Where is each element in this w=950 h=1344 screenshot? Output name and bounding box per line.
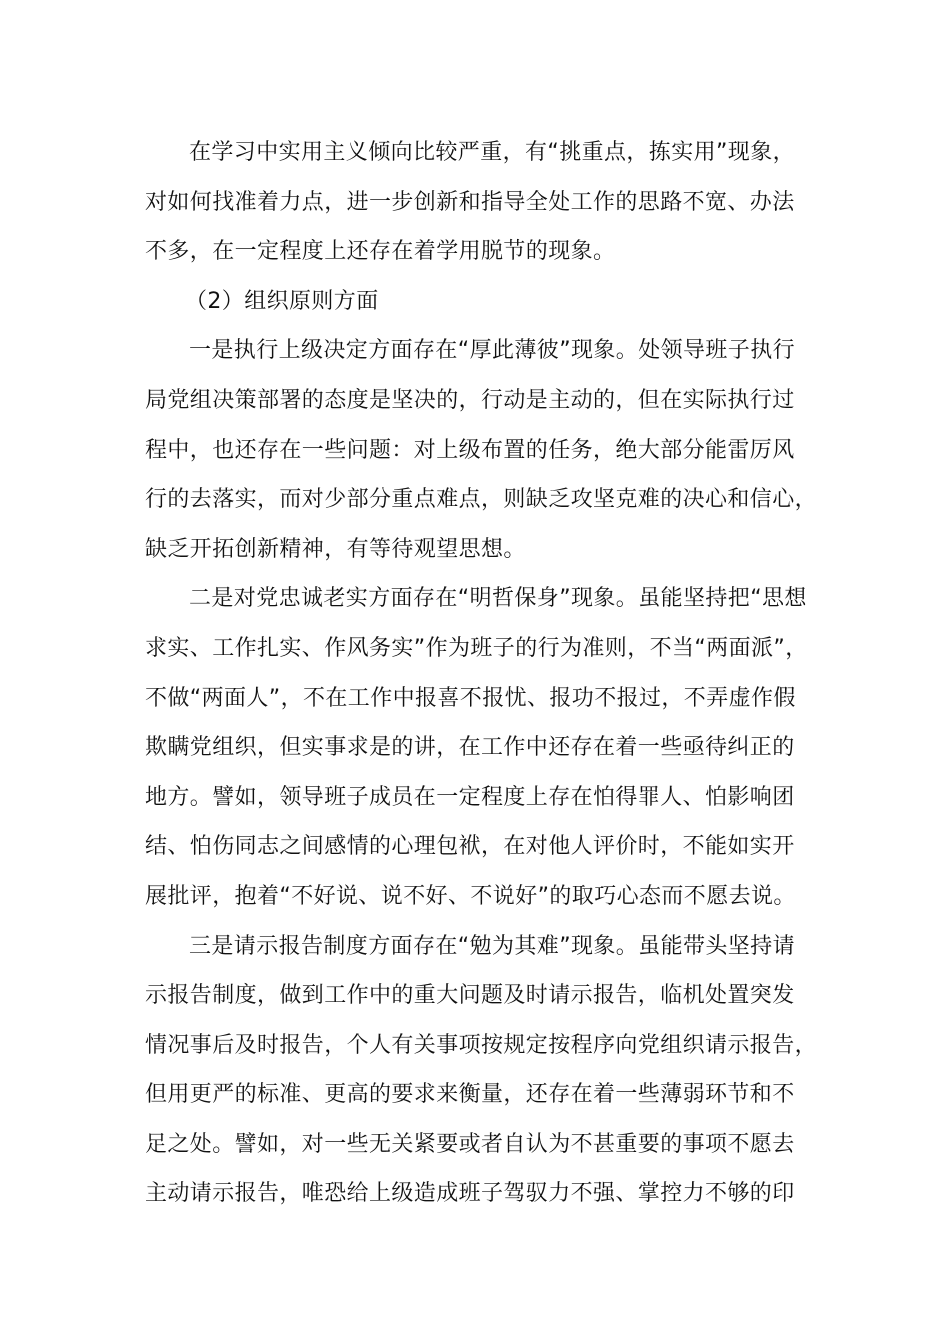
text-line: 程中，也还存在一些问题：对上级布置的任务，绝大部分能雷厉风 [145,437,795,463]
text-line: 求实、工作扎实、作风务实”作为班子的行为准则，不当“两面派”， [145,635,808,661]
document-body [145,128,835,1219]
text-line: 但用更严的标准、更高的要求来衡量，还存在着一些薄弱环节和不 [145,1082,795,1108]
text-line: 足之处。譬如，对一些无关紧要或者自认为不甚重要的事项不愿去 [145,1131,795,1157]
text-line: 三是请示报告制度方面存在“勉为其难”现象。虽能带头坚持请 [189,933,795,959]
text-line: 主动请示报告，唯恐给上级造成班子驾驭力不强、掌控力不够的印 [145,1181,795,1207]
text-line: 欺瞒党组织，但实事求是的讲，在工作中还存在着一些亟待纠正的 [145,735,795,761]
text-line: 在学习中实用主义倾向比较严重，有“挑重点，拣实用”现象， [189,140,795,165]
text-line: 二是对党忠诚老实方面存在“明哲保身”现象。虽能坚持把“思想 [189,586,807,612]
text-line: 情况事后及时报告，个人有关事项按规定按程序向党组织请示报告， [145,1032,818,1058]
text-line: 不多，在一定程度上还存在着学用脱节的现象。 [145,239,616,265]
text-line: 行的去落实，而对少部分重点难点，则缺乏攻坚克难的决心和信心， [145,487,818,513]
text-line: 示报告制度，做到工作中的重大问题及时请示报告，临机处置突发 [145,983,795,1009]
text-line: 地方。譬如，领导班子成员在一定程度上存在怕得罪人、怕影响团 [145,784,795,810]
text-line: 一是执行上级决定方面存在“厚此薄彼”现象。处领导班子执行 [189,338,795,364]
text-line: 局党组决策部署的态度是坚决的，行动是主动的，但在实际执行过 [145,387,795,413]
text-line: 缺乏开拓创新精神，有等待观望思想。 [145,536,526,562]
text-line: 对如何找准着力点，进一步创新和指导全处工作的思路不宽、办法 [145,189,795,215]
section-heading: （2）组织原则方面 [185,288,379,314]
text-line: 不做“两面人”，不在工作中报喜不报忧、报功不报过，不弄虚作假 [145,685,796,711]
text-line: 结、怕伤同志之间感情的心理包袱，在对他人评价时，不能如实开 [145,834,795,860]
text-line: 展批评，抱着“不好说、说不好、不说好”的取巧心态而不愿去说。 [145,883,796,909]
